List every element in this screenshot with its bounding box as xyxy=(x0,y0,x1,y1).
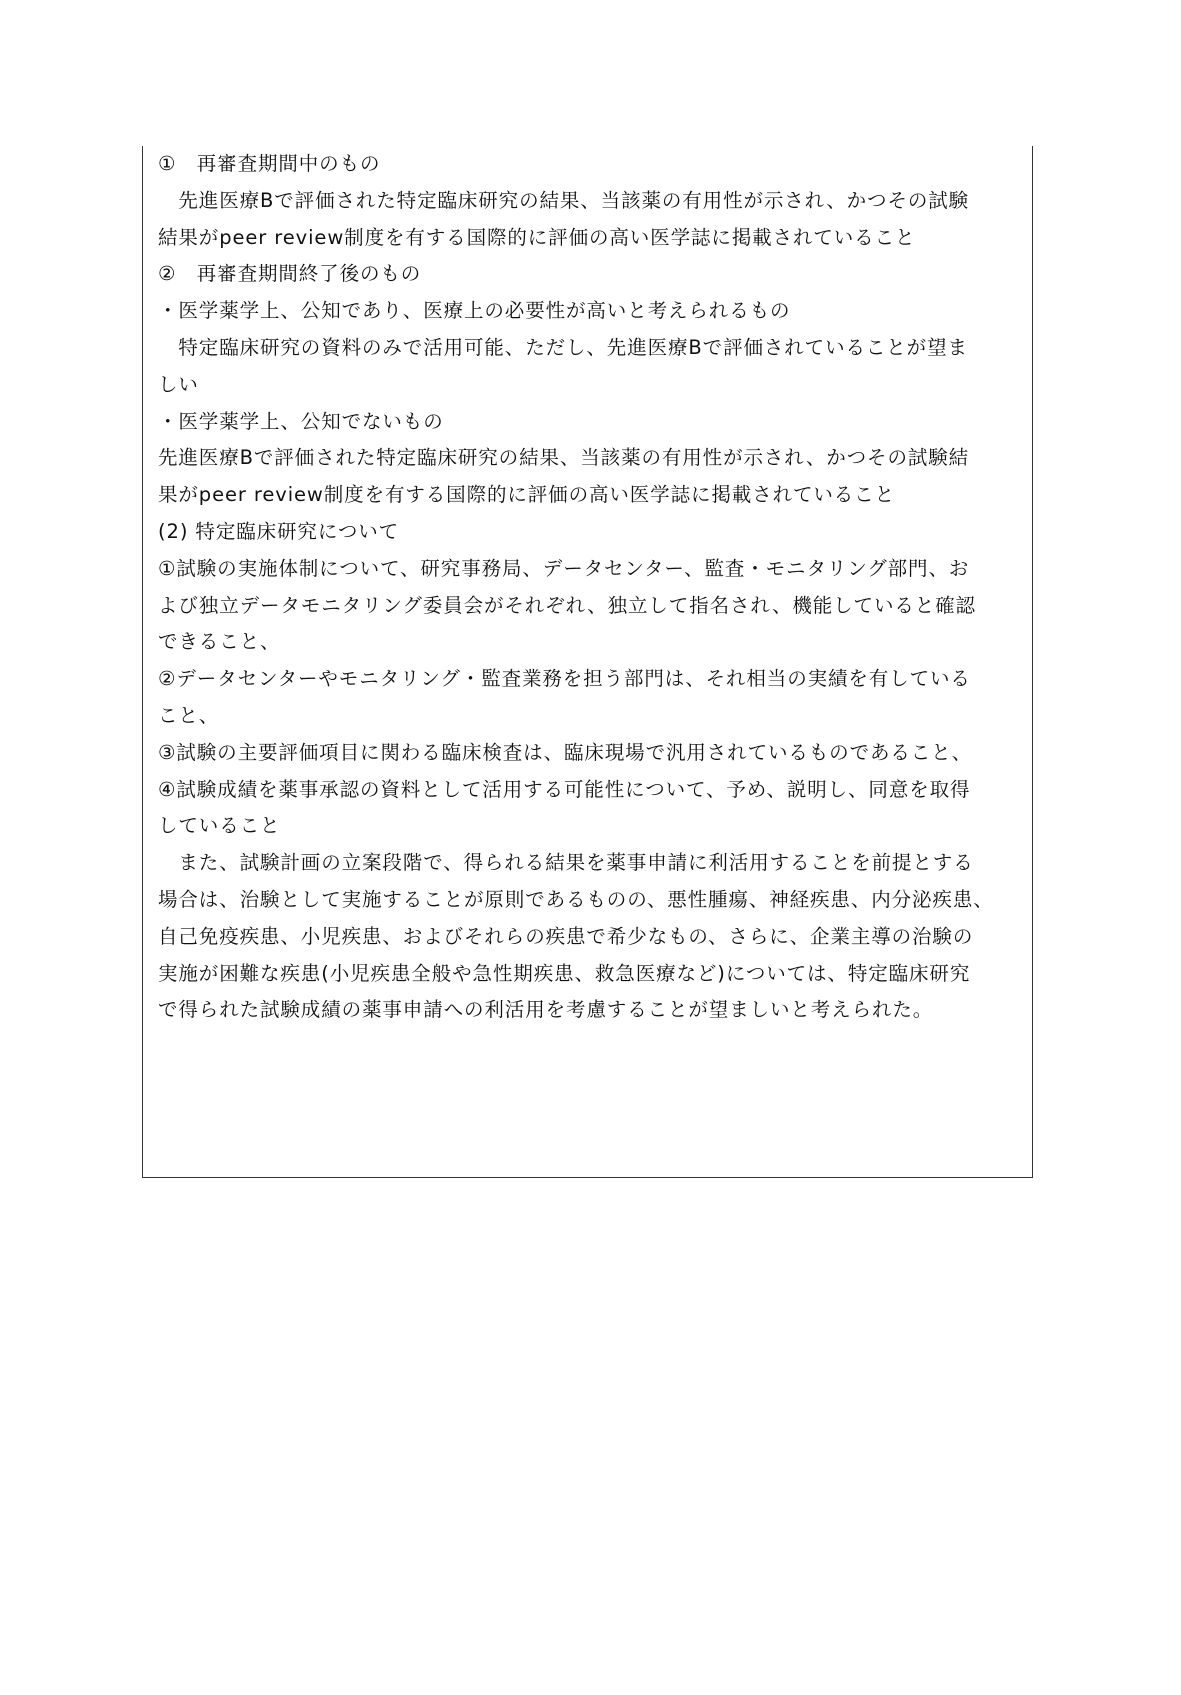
paragraph-line: 結果がpeer review制度を有する国際的に評価の高い医学誌に掲載されていること xyxy=(158,225,916,249)
heading-after-reexamination: ② 再審査期間終了後のもの xyxy=(158,262,422,286)
document-table-frame xyxy=(142,146,1033,1178)
paragraph-line: 特定臨床研究の資料のみで活用可能、ただし、先進医療Bで評価されていることが望ま xyxy=(158,335,968,359)
bullet-not-publicly-known: ・医学薬学上、公知でないもの xyxy=(158,409,444,433)
paragraph-line: で得られた試験成績の薬事申請への利活用を考慮することが望ましいと考えられた。 xyxy=(158,998,934,1022)
paragraph-line: しい xyxy=(158,372,199,396)
paragraph-line: 場合は、治験として実施することが原則であるものの、悪性腫瘍、神経疾患、内分泌疾患、 xyxy=(158,887,994,911)
list-item-line: できること、 xyxy=(158,630,281,654)
list-item-line: していること xyxy=(158,814,281,838)
paragraph-line: 先進医療Bで評価された特定臨床研究の結果、当該薬の有用性が示され、かつその試験 xyxy=(158,188,970,212)
paragraph-line: また、試験計画の立案段階で、得られる結果を薬事申請に利活用することを前提とする xyxy=(158,851,974,875)
list-item-line: こと、 xyxy=(158,703,220,727)
heading-during-reexamination: ① 再審査期間中のもの xyxy=(158,152,381,175)
list-item-line: ③試験の主要評価項目に関わる臨床検査は、臨床現場で汎用されているものであること、 xyxy=(158,740,972,764)
list-item-line: ②データセンターやモニタリング・監査業務を担う部門は、それ相当の実績を有している xyxy=(158,667,971,691)
document-body xyxy=(158,146,1020,1029)
paragraph-line: 果がpeer review制度を有する国際的に評価の高い医学誌に掲載されていること xyxy=(158,483,895,507)
list-item-line: よび独立データモニタリング委員会がそれぞれ、独立して指名され、機能していると確認 xyxy=(158,593,976,617)
paragraph-line: 先進医療Bで評価された特定臨床研究の結果、当該薬の有用性が示され、かつその試験結 xyxy=(158,446,970,470)
section-heading-specific-clinical-research: (2) 特定臨床研究について xyxy=(158,519,400,543)
list-item-line: ①試験の実施体制について、研究事務局、データセンター、監査・モニタリング部門、お xyxy=(158,556,970,580)
paragraph-line: 自己免疫疾患、小児疾患、およびそれらの疾患で希少なもの、さらに、企業主導の治験の xyxy=(158,924,974,948)
paragraph-line: 実施が困難な疾患(小児疾患全般や急性期疾患、救急医療など)については、特定臨床研究 xyxy=(158,961,971,985)
list-item-line: ④試験成績を薬事承認の資料として活用する可能性について、予め、説明し、同意を取得 xyxy=(158,777,971,801)
bullet-publicly-known: ・医学薬学上、公知であり、医療上の必要性が高いと考えられるもの xyxy=(158,299,791,323)
